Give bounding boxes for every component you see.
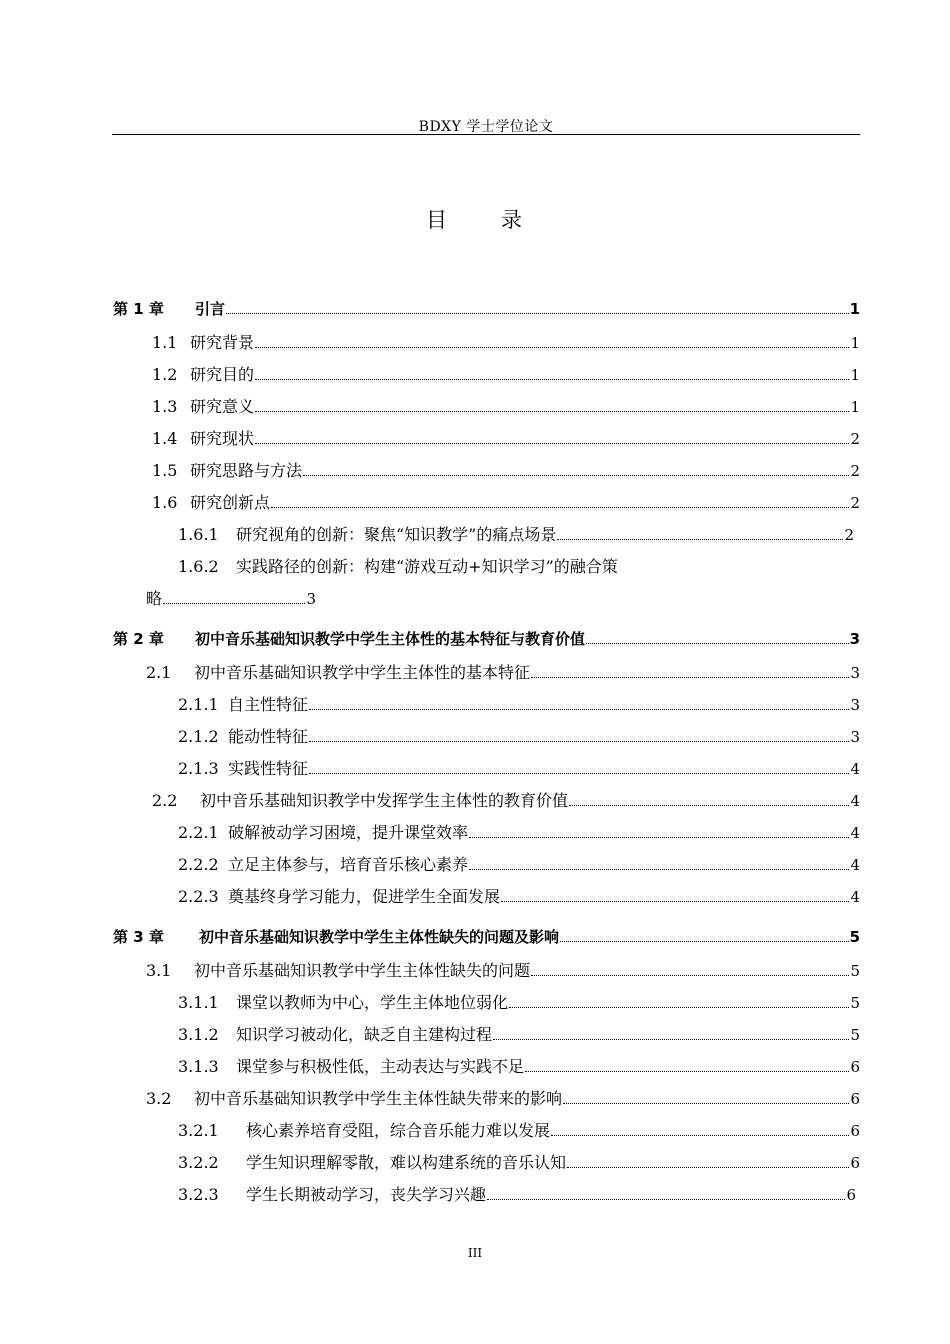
toc-entry-3-2-1[interactable]: 3.2.1 核心素养培育受阻，综合音乐能力难以发展 6: [178, 1121, 860, 1140]
toc-entry-2-2-2[interactable]: 2.2.2 立足主体参与，培育音乐核心素养 4: [178, 855, 860, 874]
toc-entry-chapter-2[interactable]: 第 2 章 初中音乐基础知识教学中学生主体性的基本特征与教育价值 3: [113, 630, 860, 648]
toc-entry-1-6-1[interactable]: 1.6.1 研究视角的创新：聚焦“知识教学”的痛点场景 2: [178, 525, 854, 544]
toc-entry-1-6-2-cont[interactable]: 略 3: [146, 589, 316, 608]
toc-entry-3-1-3[interactable]: 3.1.3 课堂参与积极性低，主动表达与实践不足 6: [178, 1057, 860, 1076]
toc-title-right: 录: [501, 208, 524, 232]
toc-entry-1-2[interactable]: 1.2 研究目的 1: [152, 365, 860, 384]
toc-entry-3-1[interactable]: 3.1 初中音乐基础知识教学中学生主体性缺失的问题 5: [146, 961, 860, 980]
toc-entry-2-1-2[interactable]: 2.1.2 能动性特征 3: [178, 727, 860, 746]
toc-entry-chapter-1[interactable]: 第 1 章 引言 1: [113, 300, 860, 318]
toc-entry-1-1[interactable]: 1.1 研究背景 1: [152, 333, 860, 352]
toc-entry-3-2-3[interactable]: 3.2.3 学生长期被动学习，丧失学习兴趣 6: [178, 1185, 856, 1204]
toc-entry-1-6-2[interactable]: 1.6.2 实践路径的创新：构建“游戏互动+知识学习”的融合策: [178, 557, 618, 576]
toc-entry-2-1[interactable]: 2.1 初中音乐基础知识教学中学生主体性的基本特征 3: [146, 663, 860, 682]
toc-entry-2-1-3[interactable]: 2.1.3 实践性特征 4: [178, 759, 860, 778]
leader-dots: [226, 313, 849, 314]
toc-entry-chapter-3[interactable]: 第 3 章 初中音乐基础知识教学中学生主体性缺失的问题及影响 5: [113, 928, 860, 946]
toc-entry-2-1-1[interactable]: 2.1.1 自主性特征 3: [178, 695, 860, 714]
toc-entry-2-2[interactable]: 2.2 初中音乐基础知识教学中发挥学生主体性的教育价值 4: [152, 791, 860, 810]
toc-entry-2-2-1[interactable]: 2.2.1 破解被动学习困境，提升课堂效率 4: [178, 823, 860, 842]
toc-entry-1-4[interactable]: 1.4 研究现状 2: [152, 429, 860, 448]
page-number: III: [467, 1246, 483, 1260]
toc-entry-3-1-1[interactable]: 3.1.1 课堂以教师为中心，学生主体地位弱化 5: [178, 993, 860, 1012]
toc-entry-1-6[interactable]: 1.6 研究创新点 2: [152, 493, 860, 512]
toc-entry-2-2-3[interactable]: 2.2.3 奠基终身学习能力，促进学生全面发展 4: [178, 887, 860, 906]
running-header: BDXY 学士学位论文: [418, 119, 554, 135]
toc-title-left: 目: [426, 208, 449, 232]
toc-entry-3-2-2[interactable]: 3.2.2 学生知识理解零散，难以构建系统的音乐认知 6: [178, 1153, 860, 1172]
toc-entry-1-3[interactable]: 1.3 研究意义 1: [152, 397, 860, 416]
toc-entry-3-1-2[interactable]: 3.1.2 知识学习被动化，缺乏自主建构过程 5: [178, 1025, 860, 1044]
toc-entry-3-2[interactable]: 3.2 初中音乐基础知识教学中学生主体性缺失带来的影响 6: [146, 1089, 860, 1108]
toc-entry-1-5[interactable]: 1.5 研究思路与方法 2: [152, 461, 860, 480]
